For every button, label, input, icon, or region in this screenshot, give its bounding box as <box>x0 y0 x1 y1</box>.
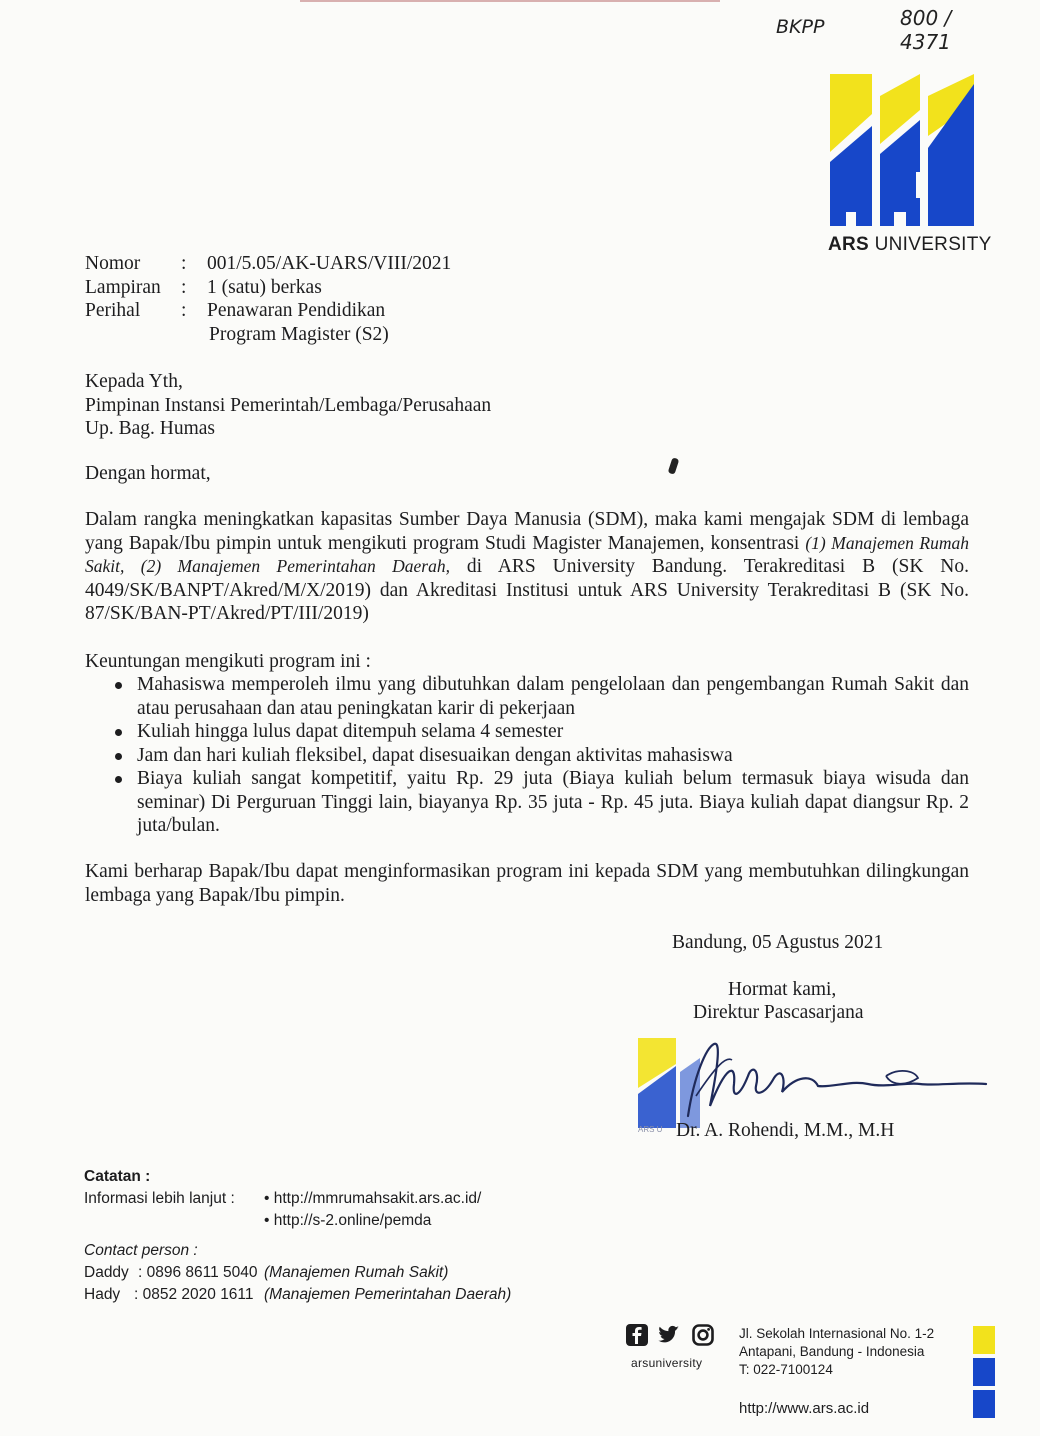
regards: Hormat kami, <box>728 979 837 1000</box>
recipient-block <box>85 370 491 441</box>
list-item: Mahasiswa memperoleh ilmu yang dibutuhkan dalam pengelolaan dan pengembangan Rumah Sakit dan atau perusahaan dan atau peningkatan karir di pekerjaan <box>85 673 969 720</box>
phone-line: T: 022-7100124 <box>739 1362 833 1377</box>
footer-address <box>739 1325 934 1379</box>
ref-colon: : <box>181 300 187 321</box>
ref-value: Penawaran Pendidikan <box>207 300 386 321</box>
signatory-name: Dr. A. Rohendi, M.M., M.H <box>676 1120 895 1141</box>
paragraph-italic: (1) Manajemen Rumah Sakit, (2) Manajemen Pemerintahan Daerah, <box>85 532 969 576</box>
recipient-line: Pimpinan Instansi Pemerintah/Lembaga/Perusahaan <box>85 394 492 416</box>
contact-name: Hady <box>84 1286 121 1303</box>
paragraph-text: di ARS University Bandung. Terakreditasi B (SK No. 4049/SK/BANPT/Akred/M/X/2019) dan Akreditasi Institusi untuk ARS University Terakreditasi B (SK No. 87/SK/BAN-PT/Akred/PT/III/2019) <box>85 556 970 624</box>
body-paragraph <box>85 508 969 626</box>
address-line: Jl. Sekolah Internasional No. 1-2 <box>739 1326 935 1341</box>
ref-value: 1 (satu) berkas <box>207 277 322 298</box>
ink-mark <box>668 457 680 474</box>
address-line: Antapani, Bandung - Indonesia <box>739 1344 925 1359</box>
top-scan-line <box>300 0 720 2</box>
benefits-intro: Keuntungan mengikuti program ini : <box>85 651 371 672</box>
contact-phone: : 0852 2020 1611 <box>134 1286 254 1303</box>
stamp-signature-icon <box>636 1036 988 1132</box>
ref-value: Program Magister (S2) <box>209 324 389 345</box>
university-name <box>828 234 992 256</box>
handwritten-code: BKPP <box>776 16 825 38</box>
university-name-bold: ARS <box>828 234 870 255</box>
footer-square-blue <box>973 1358 995 1386</box>
notes-title: Catatan : <box>84 1168 151 1185</box>
ars-logo-icon <box>828 74 978 230</box>
footer-square-blue <box>973 1390 995 1418</box>
social-handle: arsuniversity <box>631 1356 703 1370</box>
handwritten-number: 800 / 4371 <box>900 6 952 54</box>
list-item: Kuliah hingga lulus dapat ditempuh selama 4 semester <box>85 720 969 744</box>
ref-colon: : <box>181 277 187 298</box>
recipient-line: Kepada Yth, <box>85 371 183 392</box>
footer-square-yellow <box>973 1326 995 1354</box>
contact-row <box>84 1262 449 1284</box>
contact-program: (Manajemen Rumah Sakit) <box>264 1264 449 1281</box>
closing-paragraph: Kami berharap Bapak/Ibu dapat menginformasikan program ini kepada SDM yang membutuhkan dilingkungan lembaga yang Bapak/Ibu pimpin. <box>85 861 969 906</box>
ref-label: Lampiran <box>85 277 161 298</box>
contact-title: Contact person : <box>84 1242 198 1259</box>
website-link[interactable]: http://www.ars.ac.id <box>739 1400 870 1417</box>
info-link[interactable]: • http://s-2.online/pemda <box>264 1212 432 1229</box>
info-link[interactable]: • http://mmrumahsakit.ars.ac.id/ <box>264 1190 482 1207</box>
contact-program: (Manajemen Pemerintahan Daerah) <box>264 1286 512 1303</box>
ref-label: Perihal <box>85 300 141 321</box>
notes-block <box>84 1166 512 1306</box>
contact-phone: : 0896 8611 5040 <box>138 1264 258 1281</box>
ref-label: Nomor <box>85 253 141 274</box>
instagram-icon[interactable] <box>692 1324 714 1346</box>
university-name-rest: UNIVERSITY <box>874 234 992 255</box>
paragraph-text: Dalam rangka meningkatkan kapasitas Sumber Daya Manusia (SDM), maka kami mengajak SDM di lembaga yang Bapak/Ibu pimpin untuk mengikuti program Studi Magister Manajemen, konsentrasi <box>85 509 969 554</box>
recipient-line: Up. Bag. Humas <box>85 418 215 439</box>
benefits-list <box>85 673 969 838</box>
contact-name: Daddy <box>84 1264 129 1281</box>
ref-value: 001/5.05/AK-UARS/VIII/2021 <box>207 253 452 274</box>
place-date: Bandung, 05 Agustus 2021 <box>672 932 884 953</box>
info-row <box>84 1210 432 1232</box>
list-item: Biaya kuliah sangat kompetitif, yaitu Rp. 29 juta (Biaya kuliah belum termasuk biaya wisuda dan seminar) Di Perguruan Tinggi lain, biayanya Rp. 35 juta - Rp. 45 juta. Biaya kuliah dapat diangsur Rp. 2 juta/bulan. <box>85 767 969 838</box>
contact-row <box>84 1284 512 1306</box>
stamp-text: ARS U <box>638 1125 663 1134</box>
position: Direktur Pascasarjana <box>693 1002 864 1023</box>
info-label: Informasi lebih lanjut : <box>84 1190 235 1207</box>
ref-colon: : <box>181 253 187 274</box>
facebook-icon[interactable] <box>626 1324 648 1346</box>
twitter-icon[interactable] <box>658 1324 680 1346</box>
greeting: Dengan hormat, <box>85 463 211 484</box>
list-item: Jam dan hari kuliah fleksibel, dapat disesuaikan dengan aktivitas mahasiswa <box>85 744 969 768</box>
info-row <box>84 1188 482 1210</box>
